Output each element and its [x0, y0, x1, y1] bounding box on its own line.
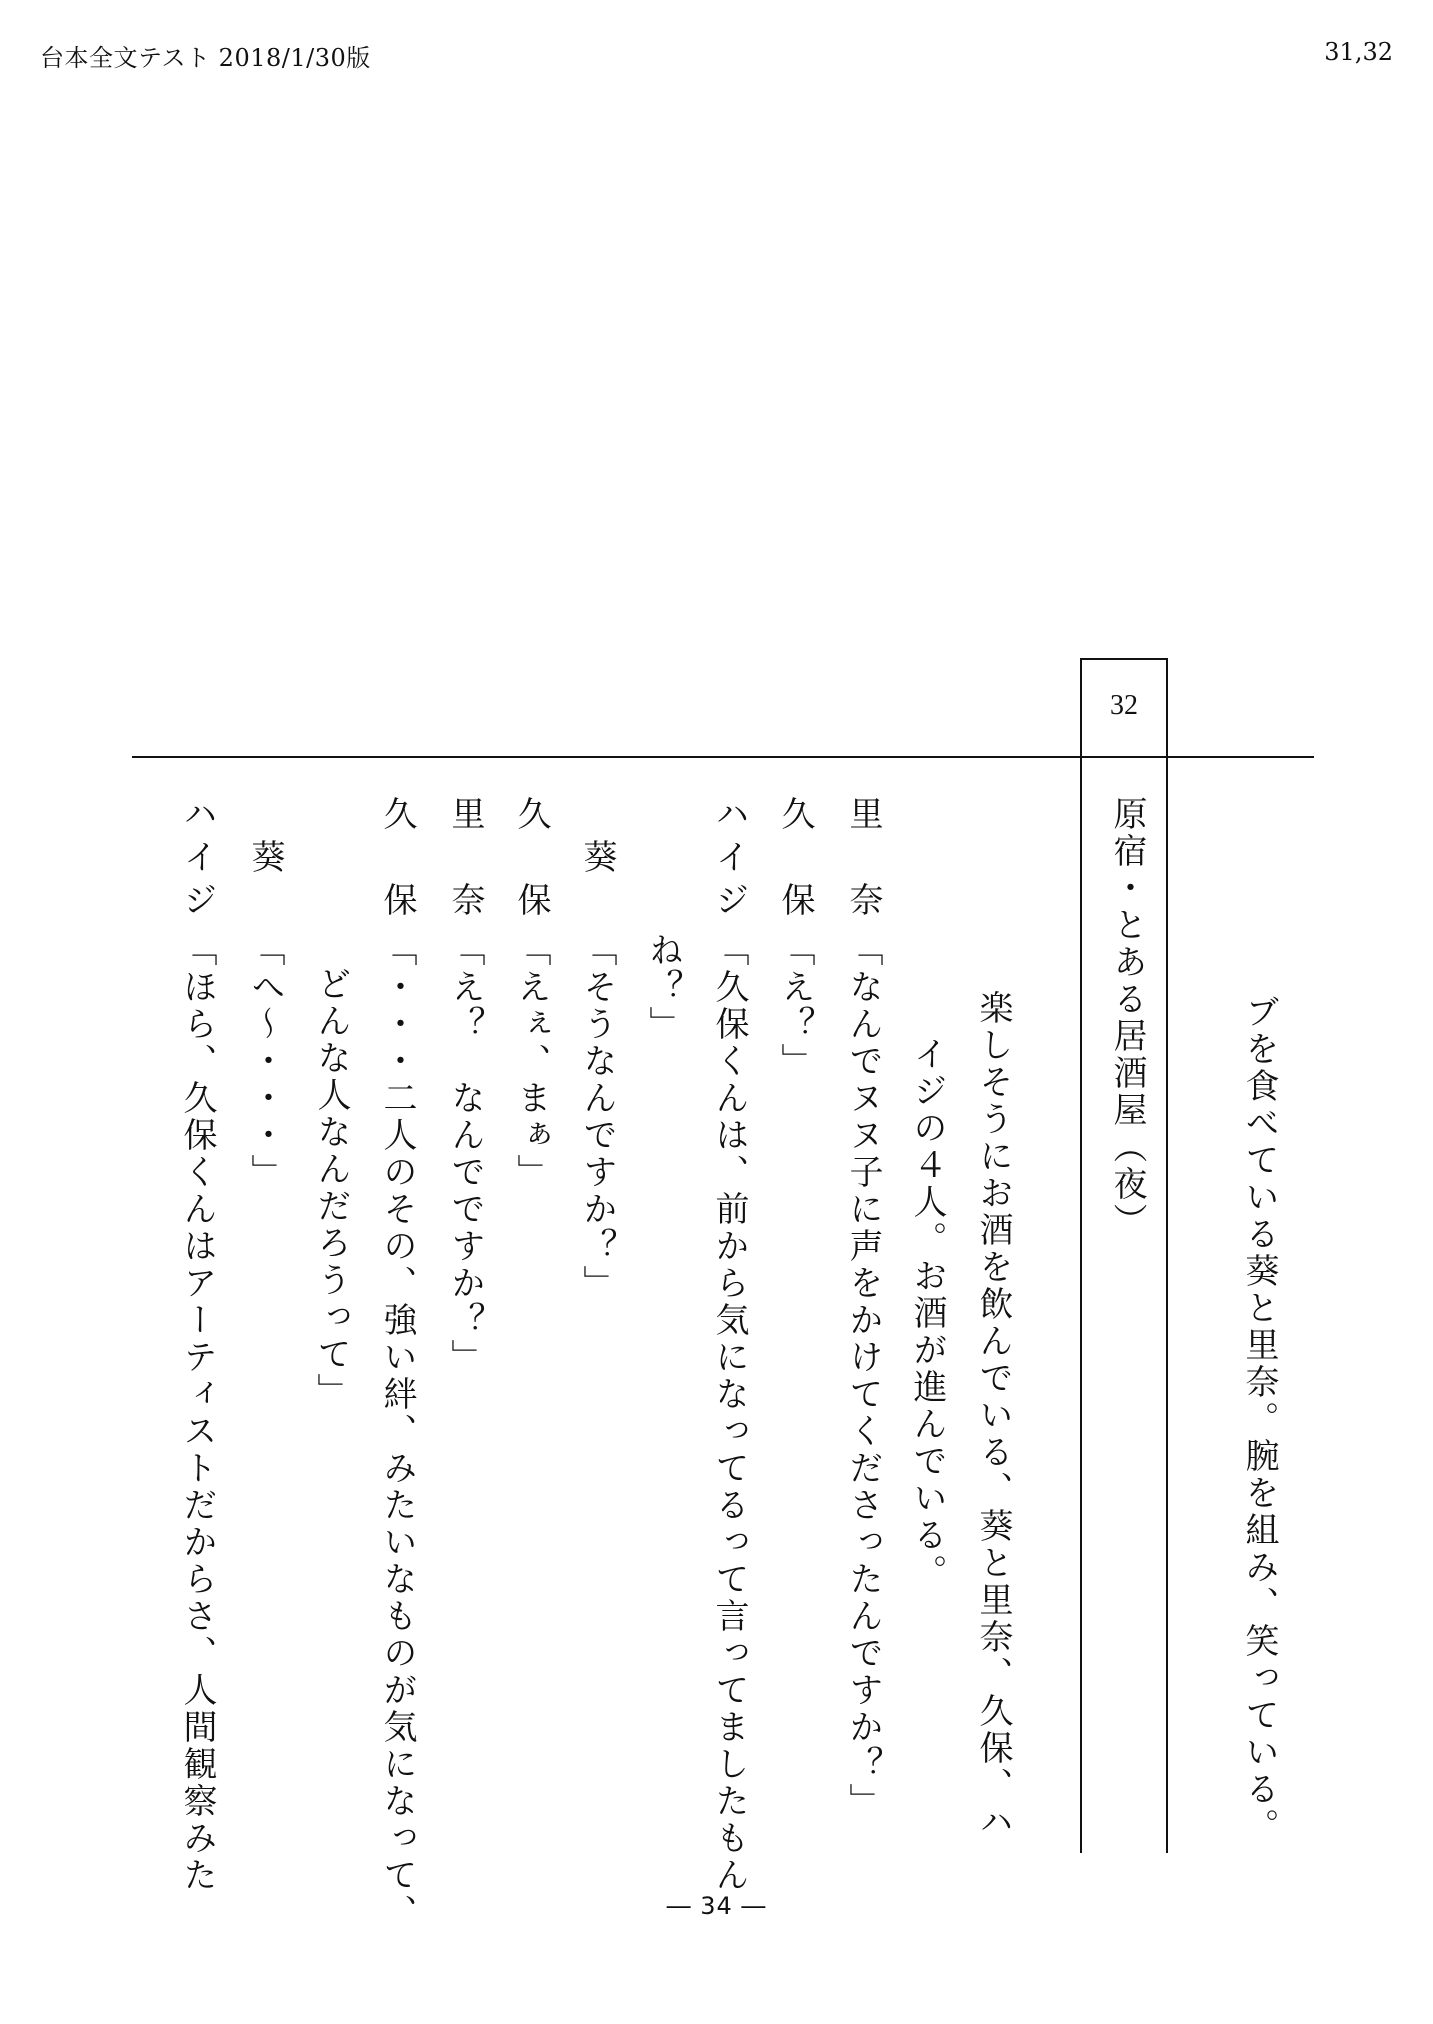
dialogue-line: 「なんでヌヌ子に声をかけてくださったんですか？」	[843, 932, 883, 1820]
action-line-2: イジの４人。お酒が進んでいる。	[907, 1036, 947, 1591]
dialogue-line: 「そうなんですか？」	[577, 932, 617, 1302]
speaker-name: 里奈	[843, 796, 883, 916]
speaker-name: 久保	[511, 796, 551, 916]
scene-box-right-border	[1166, 658, 1168, 1853]
dialogue-line: 「え？」	[775, 932, 815, 1080]
page-header-pages: 31,32	[1324, 38, 1393, 66]
speaker-name: 葵	[577, 839, 617, 873]
horizontal-rule	[132, 756, 1314, 758]
dialogue-line: 「ほら、久保くんはアーティストだからさ、人間観察みた	[177, 932, 217, 1894]
dialogue-line-continued: どんな人なんだろうって」	[311, 966, 351, 1410]
page-number: ― 34 ―	[666, 1892, 767, 1920]
speaker-name: ハイジ	[177, 796, 217, 916]
dialogue-line-continued: ね？」	[643, 932, 683, 1043]
dialogue-line: 「えぇ、まぁ」	[511, 932, 551, 1191]
speaker-name: ハイジ	[709, 796, 749, 916]
action-line-1: 楽しそうにお酒を飲んでいる、葵と里奈、久保、ハ	[973, 990, 1013, 1841]
dialogue-line: 「・・・二人のその、強い絆、みたいなものが気になって、	[377, 932, 417, 1931]
page-header-title: 台本全文テスト 2018/1/30版	[40, 44, 371, 72]
scene-box-top-border	[1080, 658, 1168, 660]
speaker-name: 久保	[775, 796, 815, 916]
speaker-name: 里奈	[445, 796, 485, 916]
dialogue-line: 「久保くんは、前から気になってるって言ってましたもん	[709, 932, 749, 1894]
carryover-action-line: ブを食べている葵と里奈。腕を組み、笑っている。	[1239, 994, 1279, 1845]
scene-number: 32	[1110, 690, 1138, 721]
scene-heading: 原宿・とある居酒屋（夜）	[1107, 796, 1147, 1240]
speaker-name: 葵	[245, 839, 285, 873]
speaker-name: 久保	[377, 796, 417, 916]
dialogue-line: 「え？ なんでですか？」	[445, 932, 485, 1376]
dialogue-line: 「へ～・・・」	[245, 932, 285, 1191]
scene-box-left-border	[1080, 658, 1082, 1853]
